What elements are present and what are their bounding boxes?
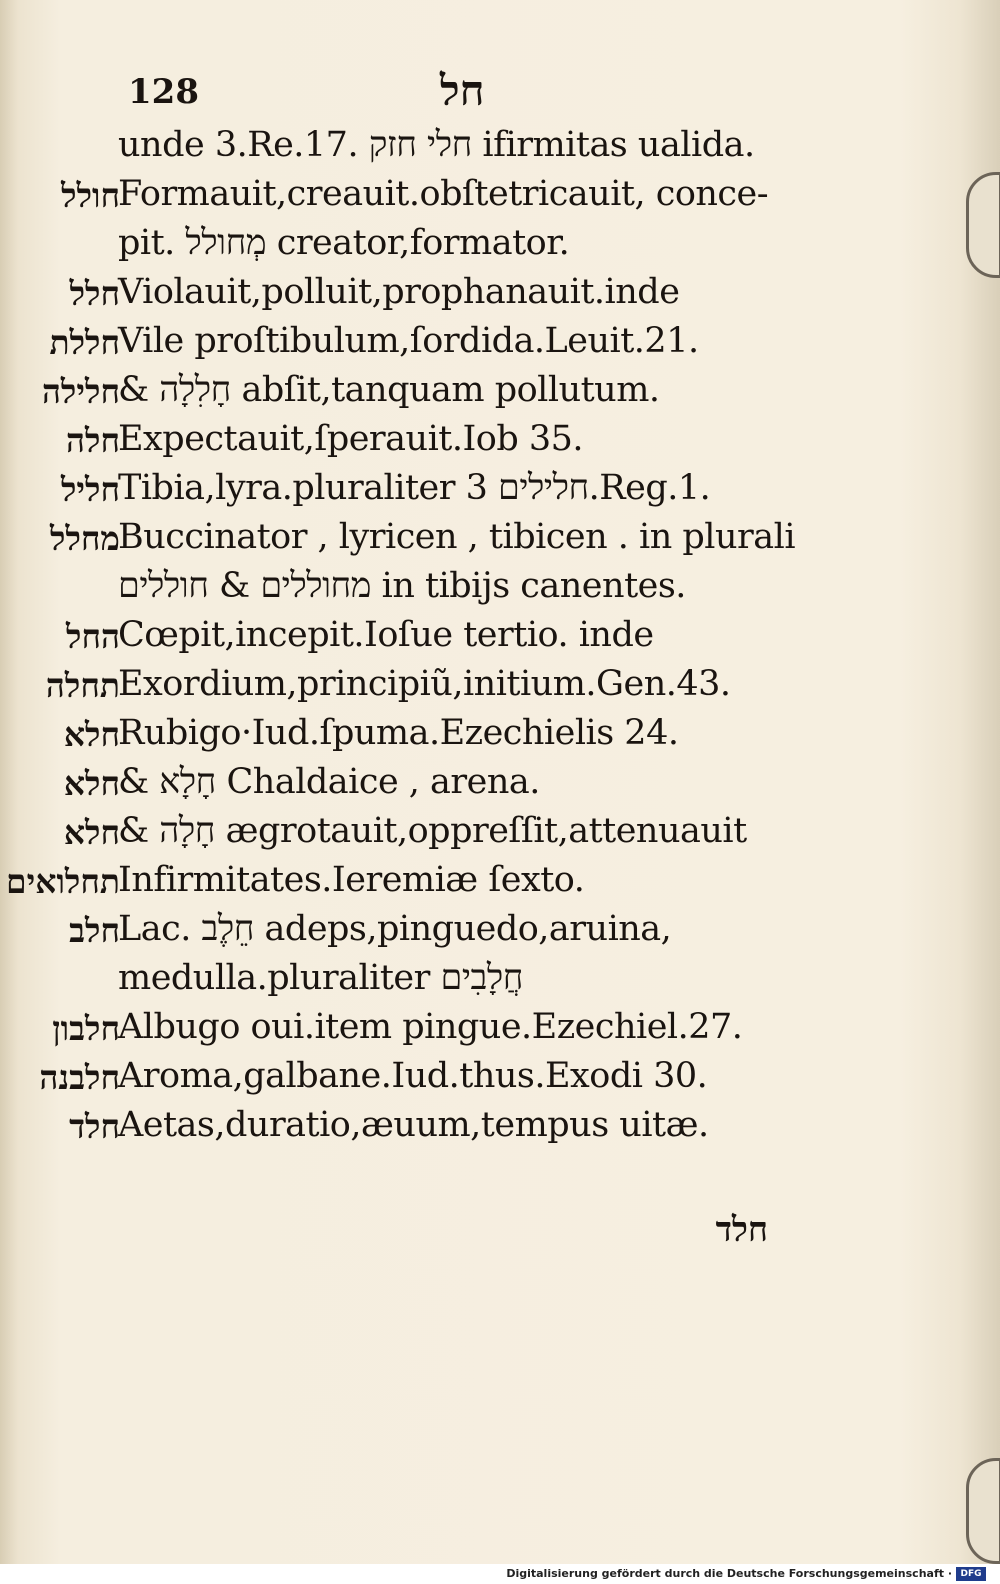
text-line [0, 223, 1000, 272]
line-text: Albugo oui.item pingue.Ezechiel.27. [118, 1007, 743, 1047]
text-line [0, 517, 1000, 566]
page-number: 128 [128, 72, 199, 112]
line-text: Lac. חֵלֶב adeps,pinguedo,aruina, [118, 909, 672, 949]
text-line [0, 909, 1000, 958]
line-text: Aetas,duratio,æuum,tempus uitæ. [118, 1105, 709, 1145]
headword: חלא [63, 813, 120, 852]
text-line [0, 860, 1000, 909]
text-line [0, 713, 1000, 762]
line-text: Rubigo·Iud.ſpuma.Ezechielis 24. [118, 713, 679, 753]
text-line [0, 1007, 1000, 1056]
text-line [0, 272, 1000, 321]
text-line [0, 174, 1000, 223]
digitization-footer [0, 1564, 1000, 1584]
line-text: Infirmitates.Ieremiæ ſexto. [118, 860, 585, 900]
text-line [0, 321, 1000, 370]
line-text: Aroma,galbane.Iud.thus.Exodi 30. [118, 1056, 708, 1096]
line-text: Exordium,principiũ,initium.Gen.43. [118, 664, 731, 704]
headword: חללת [49, 323, 120, 362]
text-line [0, 125, 1000, 174]
headword: חלא [63, 715, 120, 754]
headword: מחלל [50, 519, 120, 558]
text-line [0, 370, 1000, 419]
line-text: Vile proſtibulum,ſordida.Leuit.21. [118, 321, 699, 361]
running-head: חל [440, 66, 485, 115]
line-text: & חָלָה ægrotauit,oppreſſit,attenuauit [118, 811, 747, 851]
line-text: unde 3.Re.17. חלי חזק ifirmitas ualida. [118, 125, 755, 165]
text-line [0, 811, 1000, 860]
line-text: Violauit,polluit,prophanauit.inde [118, 272, 680, 312]
line-text: מחוללים & חוללים in tibijs canentes. [118, 566, 686, 606]
line-text: Expectauit,ſperauit.Iob 35. [118, 419, 584, 459]
line-text: pit. מְחולל creator,formator. [118, 223, 570, 263]
line-text: medulla.pluraliter חֲלָבִים [118, 958, 523, 998]
catchword: חלד [715, 1210, 768, 1250]
text-line [0, 566, 1000, 615]
headword: חלה [66, 421, 120, 460]
line-text: & חָלָא Chaldaice , arena. [118, 762, 540, 802]
text-line [0, 958, 1000, 1007]
text-line [0, 1056, 1000, 1105]
page-header [0, 66, 1000, 122]
line-text: & חָלִלָה abſit,tanquam pollutum. [118, 370, 660, 410]
text-line [0, 1105, 1000, 1154]
text-body [0, 125, 1000, 1154]
text-line [0, 468, 1000, 517]
text-line [0, 664, 1000, 713]
headword: חלבנה [39, 1058, 120, 1097]
line-text: Formauit,creauit.obſtetricauit, conce- [118, 174, 769, 214]
headword: חלילה [41, 372, 120, 411]
text-line [0, 419, 1000, 468]
line-text: Cœpit,incepit.Ioſue tertio. inde [118, 615, 654, 655]
text-line [0, 615, 1000, 664]
text-line [0, 762, 1000, 811]
line-text: Buccinator , lyricen , tibicen . in plurali [118, 517, 796, 557]
footer-credit: Digitalisierung gefördert durch die Deutsche Forschungsgemeinschaft · [506, 1567, 952, 1580]
clasp-bottom [966, 1458, 1000, 1564]
dfg-logo: DFG [956, 1567, 986, 1581]
headword: חלב [69, 911, 120, 950]
headword: חלא [63, 764, 120, 803]
headword: חלבון [52, 1009, 120, 1048]
line-text: Tibia,lyra.pluraliter חלילים 3.Reg.1. [118, 468, 711, 508]
headword: החל [66, 617, 120, 656]
headword: חליל [60, 470, 120, 509]
headword: תחלואים [6, 862, 120, 901]
headword: חולל [61, 176, 120, 215]
headword: תחלה [45, 666, 120, 705]
headword: חלד [69, 1107, 120, 1146]
headword: חלל [69, 274, 120, 313]
